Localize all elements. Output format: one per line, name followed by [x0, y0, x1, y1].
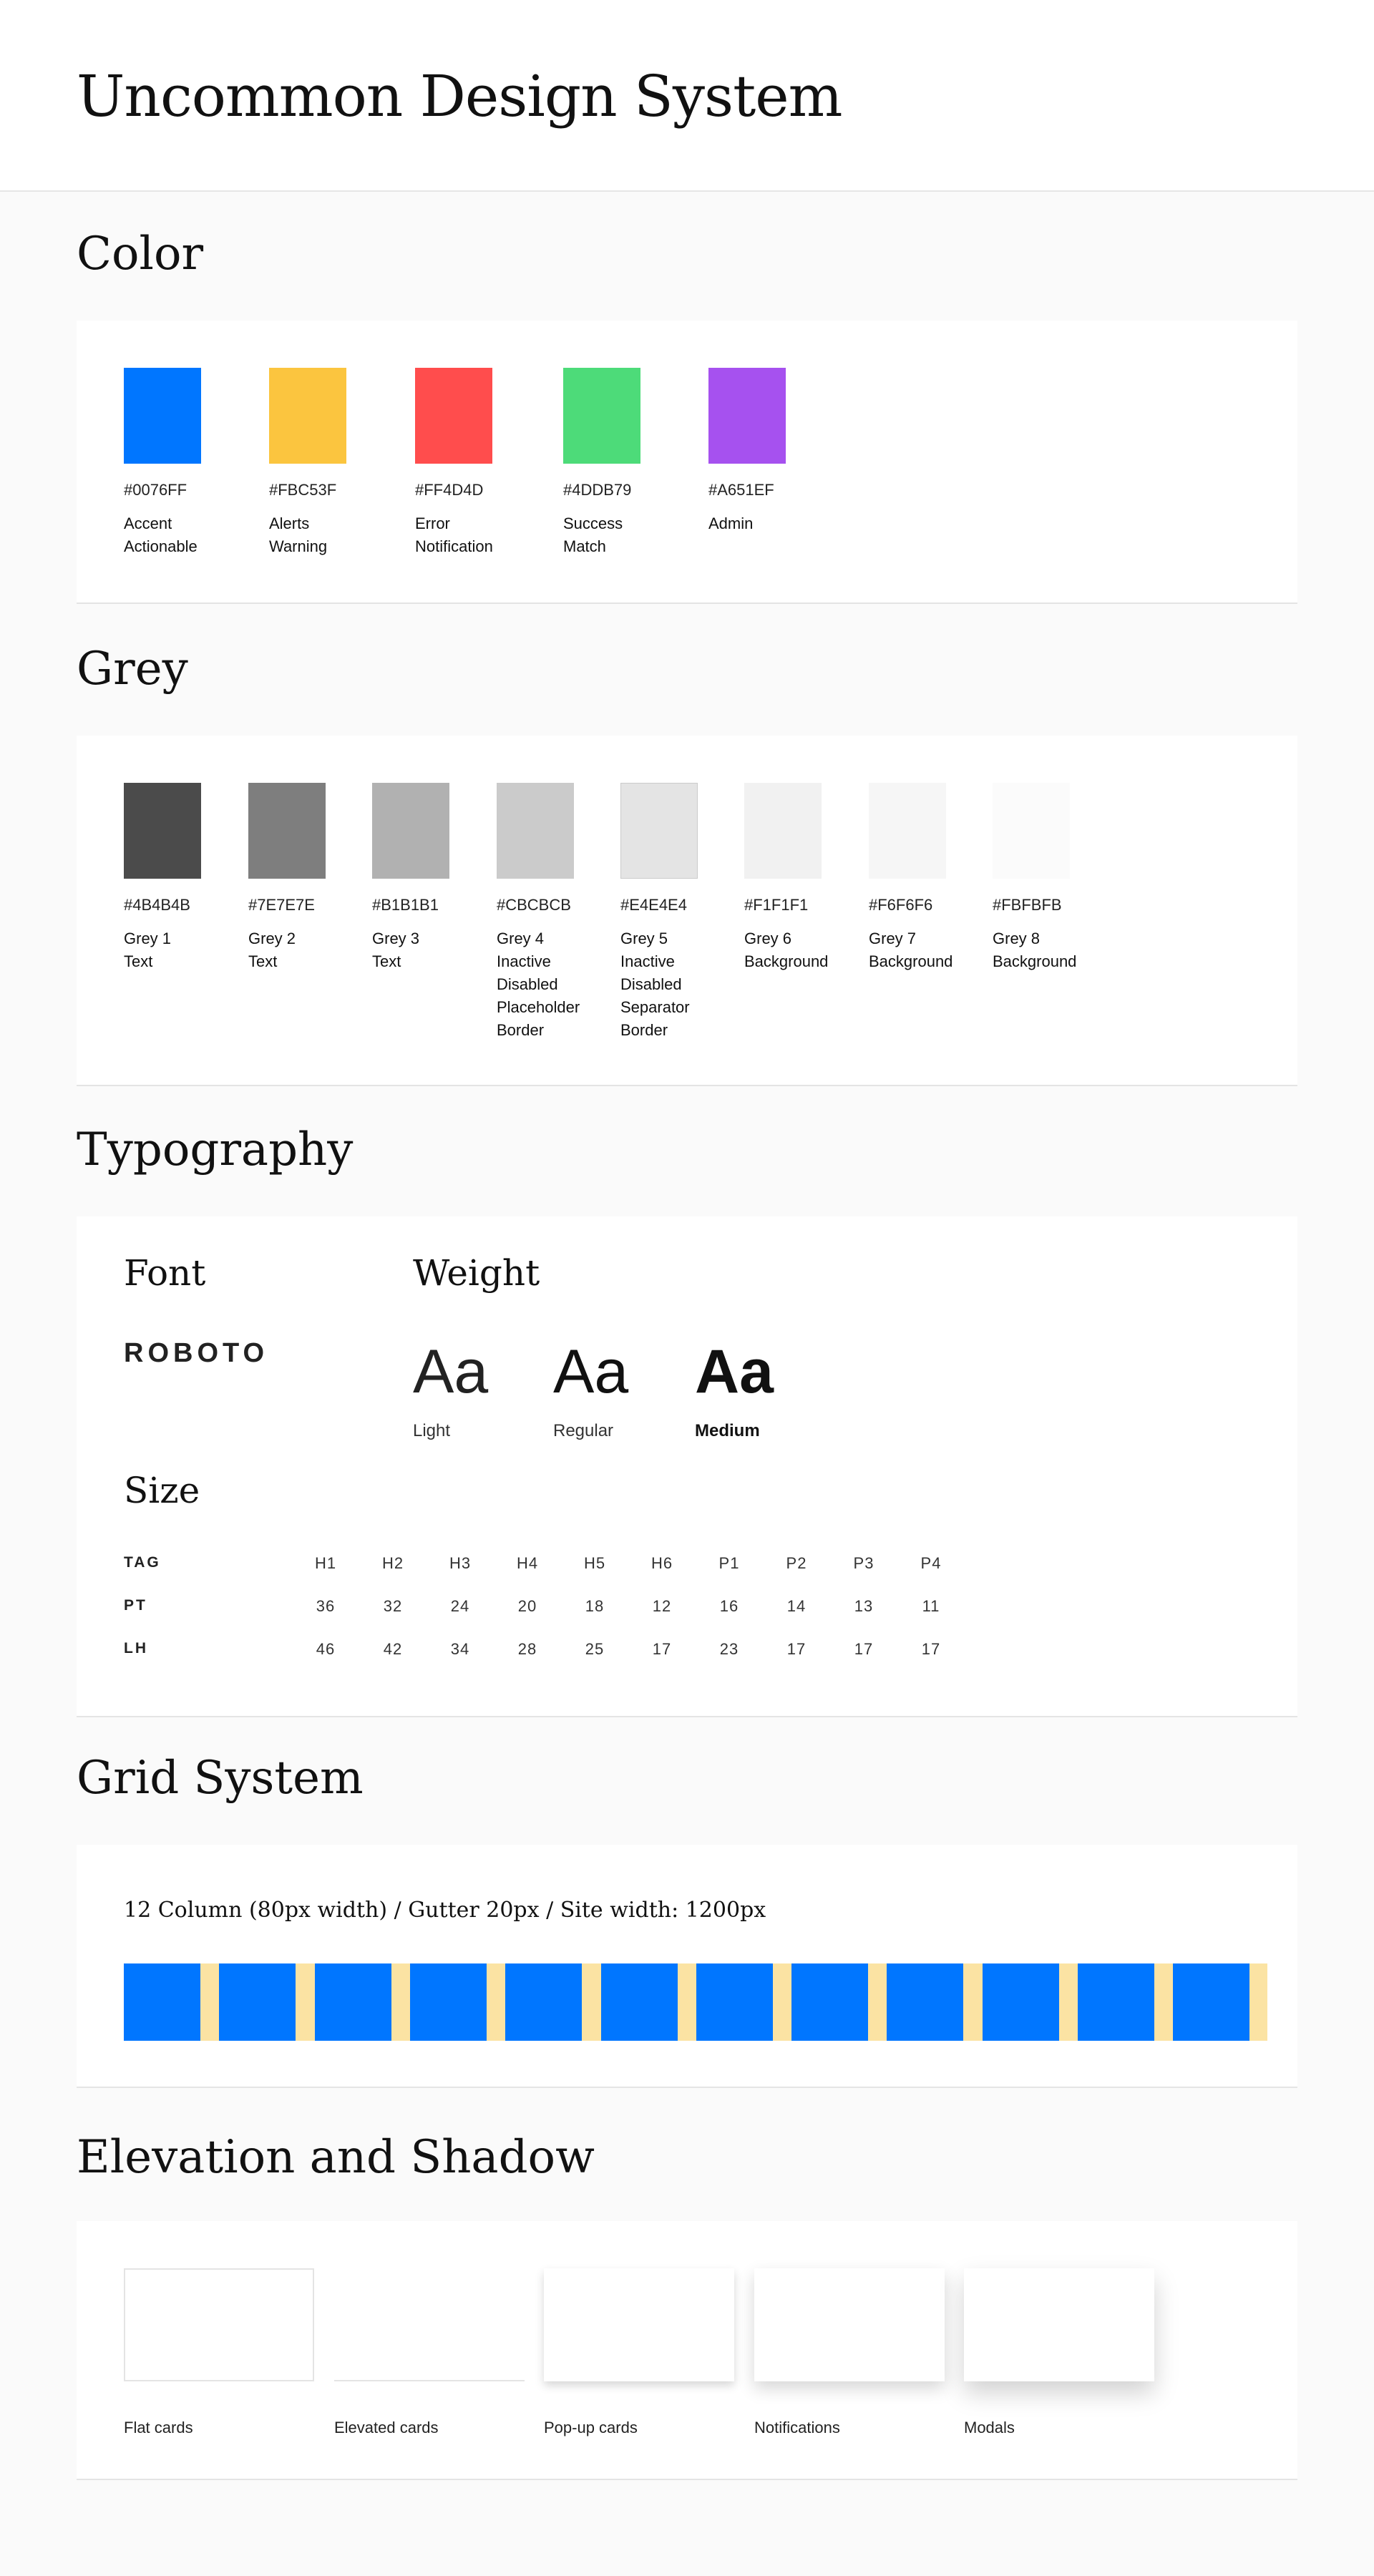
grey-swatch [620, 783, 698, 879]
size-cell: 34 [450, 1640, 470, 1658]
label-line: Grey 4 [497, 930, 545, 947]
grey-swatch [124, 783, 201, 879]
grey-hex: #CBCBCB [497, 896, 571, 914]
grey-label [869, 927, 976, 973]
size-cell: H5 [583, 1554, 606, 1572]
label-line: Actionable [124, 537, 198, 555]
size-cell: 17 [921, 1640, 941, 1658]
grey-label [372, 927, 479, 973]
label-line: Inactive [620, 952, 675, 970]
label-line: Accent [124, 514, 172, 532]
weight-sample-light: Aa [413, 1337, 489, 1406]
grid-column [124, 1963, 200, 2041]
label-line: Warning [269, 537, 328, 555]
grid-column [315, 1963, 391, 2041]
label-line: Grey 5 [620, 930, 668, 947]
elevation-section-title: Elevation and Shadow [77, 2131, 595, 2184]
grid-column [1078, 1963, 1154, 2041]
color-hex: #FBC53F [269, 481, 337, 499]
label-line: Border [497, 1021, 545, 1039]
size-cell: 18 [585, 1597, 605, 1615]
elevation-label: Elevated cards [334, 2419, 439, 2436]
size-cell: 16 [719, 1597, 739, 1615]
size-cell: 12 [652, 1597, 672, 1615]
grey-hex: #B1B1B1 [372, 896, 439, 914]
grey-swatch [993, 783, 1070, 879]
grid-column [410, 1963, 487, 2041]
typography-section-title: Typography [77, 1123, 354, 1176]
label-line: Text [124, 952, 153, 970]
size-cell: H1 [314, 1554, 337, 1572]
size-cell: H6 [651, 1554, 673, 1572]
grid-column [887, 1963, 963, 2041]
label-line: Notification [415, 537, 493, 555]
size-cell: P3 [853, 1554, 874, 1572]
color-hex: #A651EF [708, 481, 774, 499]
label-line: Grey 3 [372, 930, 420, 947]
font-heading: Font [124, 1252, 206, 1294]
size-cell: 20 [517, 1597, 537, 1615]
size-cell: 25 [585, 1640, 605, 1658]
color-swatch [708, 368, 786, 464]
size-cell: H2 [381, 1554, 404, 1572]
elevation-sample-card [544, 2268, 734, 2381]
grid-preview [124, 1963, 1267, 2041]
label-line: Grey 7 [869, 930, 917, 947]
color-label [708, 512, 816, 535]
size-cell: 13 [854, 1597, 874, 1615]
size-row-label: LH [124, 1640, 148, 1657]
grey-hex: #E4E4E4 [620, 896, 687, 914]
grey-hex: #FBFBFB [993, 896, 1062, 914]
grey-swatch [497, 783, 574, 879]
label-line: Text [248, 952, 278, 970]
label-line: Inactive [497, 952, 551, 970]
label-line: Border [620, 1021, 668, 1039]
label-line: Match [563, 537, 606, 555]
size-cell: P1 [718, 1554, 740, 1572]
grey-swatch [744, 783, 822, 879]
size-cell: H3 [449, 1554, 472, 1572]
grey-card [77, 736, 1297, 1086]
page-title: Uncommon Design System [77, 63, 842, 130]
size-cell: 42 [383, 1640, 403, 1658]
weight-sample-medium: Aa [695, 1337, 774, 1406]
color-label [269, 512, 376, 558]
label-line: Grey 6 [744, 930, 792, 947]
grey-swatch [248, 783, 326, 879]
size-cell: 14 [786, 1597, 807, 1615]
grey-section [77, 607, 1297, 1086]
grey-swatch [869, 783, 946, 879]
weight-label-medium: Medium [695, 1421, 760, 1440]
size-cell: 17 [786, 1640, 807, 1658]
elevation-label: Pop-up cards [544, 2419, 638, 2436]
size-row-label: TAG [124, 1554, 161, 1571]
label-line: Success [563, 514, 623, 532]
grey-label [497, 927, 604, 1042]
grey-hex: #F1F1F1 [744, 896, 809, 914]
label-line: Background [744, 952, 829, 970]
label-line: Alerts [269, 514, 310, 532]
grey-hex: #7E7E7E [248, 896, 315, 914]
color-section-title: Color [77, 228, 204, 280]
weight-label-light: Light [413, 1421, 451, 1440]
size-cell: 23 [719, 1640, 739, 1658]
grid-section-title: Grid System [77, 1752, 364, 1805]
grid-caption: 12 Column (80px width) / Gutter 20px / Site width: 1200px [124, 1898, 766, 1923]
grey-label [744, 927, 852, 973]
label-line: Admin [708, 514, 754, 532]
size-cell: H4 [516, 1554, 539, 1572]
size-cell: P4 [920, 1554, 942, 1572]
size-cell: 36 [316, 1597, 336, 1615]
label-line: Background [869, 952, 953, 970]
elevation-sample-card [964, 2268, 1154, 2381]
elevation-label: Flat cards [124, 2419, 193, 2436]
grey-hex: #4B4B4B [124, 896, 190, 914]
elevation-sample-card [124, 2268, 314, 2381]
color-hex: #4DDB79 [563, 481, 632, 499]
color-card [77, 321, 1297, 604]
color-label [415, 512, 522, 558]
font-name: ROBOTO [124, 1338, 269, 1368]
grey-section-title: Grey [77, 643, 188, 696]
grid-column [1173, 1963, 1249, 2041]
label-line: Separator [620, 998, 690, 1016]
label-line: Grey 1 [124, 930, 172, 947]
grid-column [983, 1963, 1059, 2041]
label-line: Grey 8 [993, 930, 1041, 947]
size-cell: 24 [450, 1597, 470, 1615]
grey-swatch [372, 783, 449, 879]
weight-sample-regular: Aa [553, 1337, 629, 1406]
grid-column [696, 1963, 773, 2041]
grid-column [601, 1963, 678, 2041]
elevation-card [77, 2221, 1297, 2480]
size-cell: P2 [786, 1554, 807, 1572]
label-line: Text [372, 952, 401, 970]
size-cell: 32 [383, 1597, 403, 1615]
color-swatch [563, 368, 640, 464]
grid-column [505, 1963, 582, 2041]
color-swatch [124, 368, 201, 464]
page-header [0, 0, 1374, 192]
weight-label-regular: Regular [553, 1421, 614, 1440]
label-line: Grey 2 [248, 930, 296, 947]
elevation-sample-card [334, 2268, 525, 2381]
grid-column [791, 1963, 868, 2041]
color-swatch [269, 368, 346, 464]
size-cell: 17 [652, 1640, 672, 1658]
label-line: Disabled [620, 975, 682, 993]
size-heading: Size [124, 1470, 200, 1511]
color-hex: #FF4D4D [415, 481, 484, 499]
color-swatch [415, 368, 492, 464]
size-cell: 11 [922, 1597, 940, 1615]
label-line: Error [415, 514, 450, 532]
grey-hex: #F6F6F6 [869, 896, 933, 914]
elevation-sample-card [754, 2268, 945, 2381]
grey-label [248, 927, 356, 973]
weight-heading: Weight [413, 1252, 540, 1294]
grey-label [620, 927, 728, 1042]
grey-label [124, 927, 231, 973]
size-cell: 28 [517, 1640, 537, 1658]
size-cell: 17 [854, 1640, 874, 1658]
typography-section [77, 1086, 1297, 1716]
grid-column [219, 1963, 296, 2041]
label-line: Background [993, 952, 1077, 970]
grey-label [993, 927, 1100, 973]
typography-card [77, 1216, 1297, 1717]
elevation-label: Notifications [754, 2419, 840, 2436]
label-line: Disabled [497, 975, 558, 993]
elevation-section [77, 2095, 1297, 2482]
grid-card [77, 1845, 1297, 2088]
grid-section [77, 1716, 1297, 2095]
elevation-label: Modals [964, 2419, 1015, 2436]
size-row-label: PT [124, 1597, 147, 1614]
color-label [124, 512, 231, 558]
size-cell: 46 [316, 1640, 336, 1658]
color-section [77, 192, 1297, 607]
color-label [563, 512, 671, 558]
label-line: Placeholder [497, 998, 580, 1016]
color-hex: #0076FF [124, 481, 187, 499]
